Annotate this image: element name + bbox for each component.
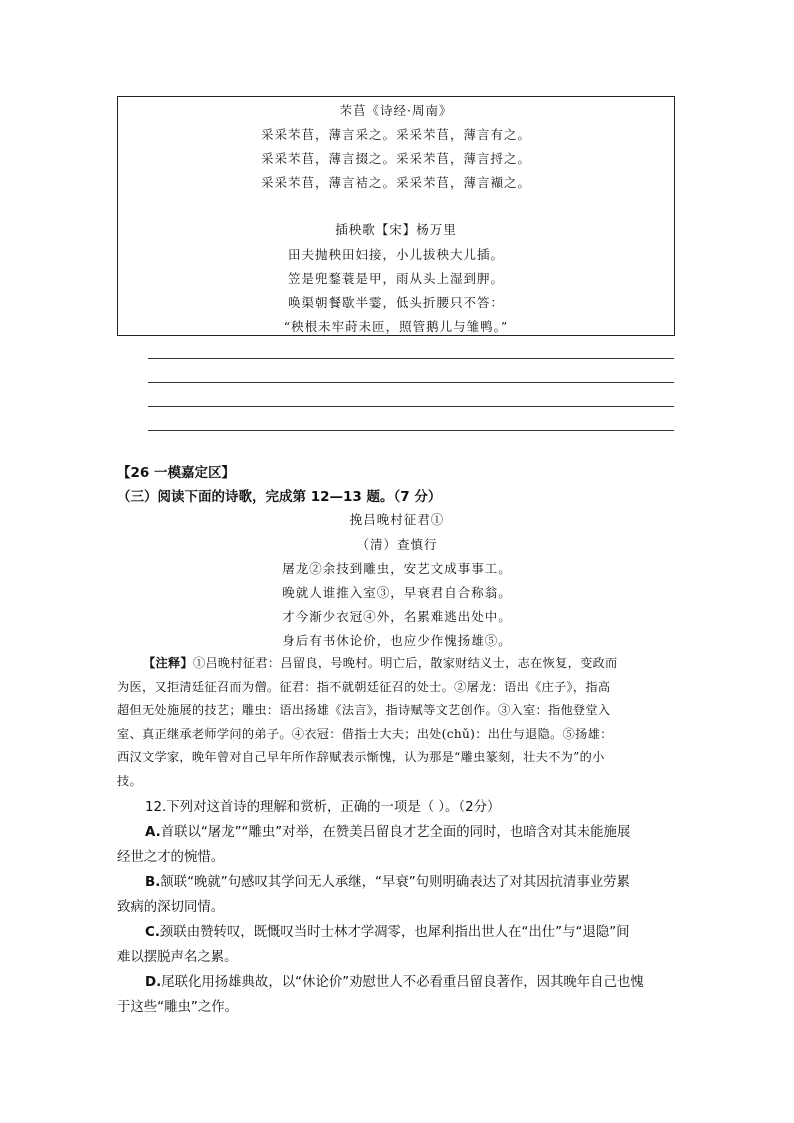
poem3-author: （清）查慎行 — [356, 537, 438, 552]
note-label: 【注释】 — [143, 656, 193, 670]
poem1-line: 采采芣苢，薄言掇之。采采芣苢，薄言捋之。 — [260, 151, 531, 166]
section-instruction: （三）阅读下面的诗歌，完成第 12—13 题。（7 分） — [117, 489, 442, 505]
option-letter: C. — [145, 925, 160, 940]
question-stem: 12.下列对这首诗的理解和赏析，正确的一项是（ ）。（2分） — [145, 800, 501, 815]
answer-line[interactable] — [148, 358, 674, 359]
poem1-line: 采采芣苢，薄言袺之。采采芣苢，薄言襭之。 — [260, 175, 531, 190]
note-line: 技。 — [117, 773, 142, 788]
poem1-line: 采采芣苢，薄言采之。采采芣苢，薄言有之。 — [260, 127, 531, 142]
option-c[interactable]: C.颈联由赞转叹，既慨叹当时士林才学凋零，也犀利指出世人在“出仕”与“退隐”间 难以摆脱声名之累。 — [117, 925, 630, 965]
answer-line[interactable] — [148, 430, 674, 431]
note-line: 【注释】①吕晚村征君：吕留良，号晚村。明亡后，散家财结义士，志在恢复，变政而 — [143, 656, 618, 670]
poem3-line: 屠龙②余技到雕虫，安艺文成事事工。 — [282, 561, 512, 576]
option-a[interactable]: A.首联以“屠龙”“雕虫”对举，在赞美吕留良才艺全面的同时，也暗含对其未能施展 经世之才的惋惜。 — [117, 825, 631, 865]
poem3-line: 晚就人谁推入室③，早衰君自合称翁。 — [282, 585, 512, 600]
poem2-title: 插秧歌【宋】杨万里 — [335, 222, 457, 237]
note-line: 为医，又拒清廷征召而为僧。征君：指不就朝廷征召的处士。②屠龙：语出《庄子》，指高 — [117, 679, 611, 694]
note-line: 西汉文学家，晚年曾对自己早年所作辞赋表示惭愧，认为那是“雕虫篆刻，壮夫不为”的小 — [117, 750, 605, 764]
poem2-line: 唤渠朝餐歇半霎，低头折腰只不答： — [287, 295, 504, 310]
option-b[interactable]: B.颔联“晚就”句感叹其学问无人承继，“早衰”句则明确表达了对其因抗清事业劳累 致病的深切同情。 — [117, 875, 630, 915]
answer-line[interactable] — [148, 382, 674, 383]
poem2-line: 田夫抛秧田妇接，小儿拔秧大儿插。 — [287, 247, 504, 262]
poem1-title: 芣苢《诗经·周南》 — [339, 103, 453, 118]
poem2-line: “秧根未牢莳未匝，照管鹅儿与雏鸭。” — [283, 319, 509, 334]
question-block — [117, 795, 679, 1020]
section-tag: 【26 一模嘉定区】 — [117, 465, 235, 481]
poem-box — [117, 96, 675, 336]
option-letter: D. — [145, 975, 162, 990]
option-letter: B. — [145, 875, 161, 890]
note-line: 超但无处施展的技艺；雕虫：语出扬雄《法言》，指诗赋等文艺创作。③入室：指他登堂入 — [117, 703, 611, 717]
answer-line[interactable] — [148, 406, 674, 407]
poem3-title: 挽吕晚村征君① — [349, 512, 445, 527]
poem3-line: 身后有书休论价，也应少作愧扬雄⑤。 — [282, 633, 512, 648]
option-d[interactable]: D.尾联化用扬雄典故，以“休论价”劝慰世人不必看重吕留良著作，因其晚年自己也愧 于这些“雕虫”之作。 — [117, 975, 644, 1015]
notes-block — [117, 652, 679, 793]
note-line: 室、真正继承老师学问的弟子。④衣冠：借指士大夫；出处(chǔ)：出仕与退隐。⑤扬雄： — [117, 726, 613, 741]
poem3-line: 才今渐少衣冠④外，名累难逃出处中。 — [282, 609, 512, 624]
option-letter: A. — [145, 825, 161, 840]
poem2-line: 笠是兜鍪蓑是甲，雨从头上湿到胛。 — [287, 271, 504, 286]
